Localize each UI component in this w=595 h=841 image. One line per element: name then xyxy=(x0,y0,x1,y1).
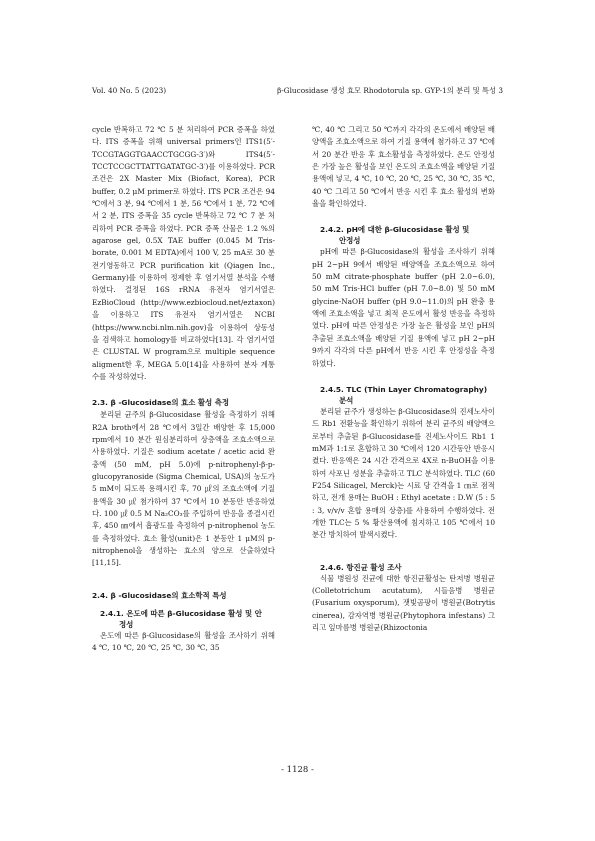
subsection-heading-2-4-5-line1: 2.4.5. TLC (Thin Layer Chromatography) xyxy=(320,384,488,394)
subsection-heading-2-4-1 xyxy=(92,608,275,630)
subsection-heading-2-4-2 xyxy=(312,224,495,246)
paragraph-enzyme-activity: 분리된 균주의 β-Glucosidase 활성을 측정하기 위해 R2A broth에서 28 ℃에서 3일간 배양한 후 15,000 rpm에서 10 분간 원심분리하여 상층액을 조효소액으로 사용하였다. 기질은 sodium acetate / acetic acid 완충액 (50 mM, pH 5.0)에 p-nitrophenyl-β-p-glucopyranoside (Sigma Chemical, USA)의 농도가 5 mM이 되도록 용해시킨 후, 70 ㎕의 조효소액에 기질 용액을 30 ㎕ 첨가하여 37 ℃에서 10 분동안 반응하였다. 100 ㎕ 0.5 M Na₂CO₃를 주입하여 반응을 종결시킨 후, 450 ㎚에서 흡광도를 측정하여 p-nitrophenol 농도를 측정하였다. 효소 활성(unit)은 1 분동안 1 μM의 p-nitrophenol을 생성하는 효소의 양으로 산출하였다[11,15]. xyxy=(92,410,275,568)
running-title: β-Glucosidase 생성 효모 Rhodotorula sp. GYP-1의 분리 및 특성 3 xyxy=(277,86,503,95)
subsection-heading-2-4-6: 2.4.6. 항진균 활성 조사 xyxy=(320,562,402,572)
paragraph-tlc: 분리된 균주가 생성하는 β-Glucosidase의 진세노사이드 Rb1 전환능을 확인하기 위하여 분리 균주의 배양액으로부터 추출된 β-Glucosidase를 진세노사이드 Rb1 1 mM과 1:1로 혼합하고 30 ℃에서 120 시간동안 반응시켰다. 반응액은 24 시간 간격으로 4X로 n-BuOH을 이용하여 사포닌 성분을 추출하고 TLC 분석하였다. TLC (60 F254 Silicagel, Merck)는 시료 당 간격을 1 ㎝로 점적하고, 전개 용매는 BuOH : Ethyl acetate : D.W (5 : 5 : 3, v/v/v 혼합 용매의 상층)를 사용하여 수행하였다. 전개한 TLC는 5 % 황산용액에 침지하고 105 ℃에서 10 분간 방치하여 발색시켰다. xyxy=(312,406,495,540)
paragraph-antifungal: 식물 병원성 진균에 대한 항진균활성는 탄저병 병원균(Colletotrichum acutatum), 시들음병 병원균(Fusarium oxysporum), 잿빛곰팡이 병원균(Botrytis cinerea), 감자역병 병원균(Phytophora infestans) 그리고 잎마름병 병원균(Rhizoctonia xyxy=(312,573,495,632)
subsection-heading-2-4-1-line2: 정성 xyxy=(119,619,134,629)
paragraph-ph: pH에 따른 β-Glucosidase의 활성을 조사하기 위해 pH 2~pH 9에서 배양된 배양액을 조효소액으로 하여 50 mM citrate-phosphate buffer (pH 2.0~6.0), 50 mM Tris-HCl buffer (pH 7.0~8.0) 및 50 mM glycine-NaOH buffer (pH 9.0~11.0)의 pH 완충 용액에 조효소액을 넣고 최적 온도에서 활성 반응을 측정하였다. pH에 따른 안정성은 가장 높은 활성을 보인 pH의 추출된 조효소액을 배양된 기질 용액에 넣고 pH 2~pH 9까지 각각의 다른 pH에서 반응 시킨 후 안정성을 측정하였다. xyxy=(312,247,495,368)
subsection-heading-2-4-2-line1: 2.4.2. pH에 대한 β-Glucosidase 활성 및 xyxy=(320,225,470,235)
paragraph-pcr-methods: cycle 반복하고 72 ℃ 5 분 처리하여 PCR 증폭을 하였다. ITS 증폭을 위해 universal primers인 ITS1(5′-TCCGTAGGTGAACCTGCGG-3′)와 ITS4(5′-TCCTCCGCTTATTGATATGC-3′)를 이용하였다. PCR 조건은 2X Master Mix (Biofact, Korea), PCR buffer, 0.2 μM primer로 하였다. ITS PCR 조건은 94 ℃에서 3 분, 94 ℃에서 1 분, 56 ℃에서 1 분, 72 ℃에서 2 분, ITS 증폭을 35 cycle 반복하고 72 ℃ 7 분 처리하여 PCR 증폭을 하였다. PCR 증폭 산물은 1.2 %의 agarose gel, 0.5X TAE buffer (0.045 M Tris-borate, 0.001 M EDTA)에서 100 V, 25 mA로 30 분 전기영동하고 PCR purification kit (Qiagen Inc., Germany)를 이용하여 정제한 후 염기서열 분석을 수행하였다. 결정된 16S rRNA 유전자 염기서열은 EzBioCloud (http://www.ezbiocloud.net/eztaxon)을 이용하고 ITS 유전자 염기서열은 NCBI (https://www.ncbi.nlm.nih.gov)을 이용하여 상동성을 검색하고 homology를 비교하였다[13]. 각 염기서열은 CLUSTAL W program으로 multiple sequence aligment한 후, MEGA 5.0[14]을 사용하여 분자 계통수를 작성하였다. xyxy=(92,125,275,381)
running-header xyxy=(92,86,503,98)
journal-volume: Vol. 40 No. 5 (2023) xyxy=(92,86,167,95)
right-column xyxy=(312,124,495,634)
subsection-heading-2-4-1-line1: 2.4.1. 온도에 따른 β-Glucosidase 활성 및 안 xyxy=(100,608,262,618)
subsection-heading-2-4-5-line2: 분석 xyxy=(339,395,354,405)
paragraph-temperature: 온도에 따른 β-Glucosidase의 활성을 조사하기 위해 4 ℃, 10 ℃, 20 ℃, 25 ℃, 30 ℃, 35 xyxy=(92,630,275,653)
section-heading-2-3: 2.3. β -Glucosidase의 효소 활성 측정 xyxy=(92,398,230,408)
page-number: - 1128 - xyxy=(281,765,314,775)
subsection-heading-2-4-2-line2: 안정성 xyxy=(339,236,361,246)
subsection-heading-2-4-5 xyxy=(312,384,495,406)
left-column xyxy=(92,124,275,654)
section-heading-2-4: 2.4. β -Glucosidase의 효소학적 특성 xyxy=(92,590,227,600)
paragraph-temperature-continued: ℃, 40 ℃ 그리고 50 ℃까지 각각의 온도에서 배양된 배양액을 조효소액으로 하여 기질 용액에 첨가하고 37 ℃에서 20 분간 반응 후 효소활성을 측정하였다. 온도 안정성은 가장 높은 활성을 보인 온도의 조효소액을 배양된 기질 용액에 넣고, 4 ℃, 10 ℃, 20 ℃, 25 ℃, 30 ℃, 35 ℃, 40 ℃ 그리고 50 ℃에서 반응 시킨 후 효소 활성의 변화율을 확인하였다. xyxy=(312,125,495,209)
